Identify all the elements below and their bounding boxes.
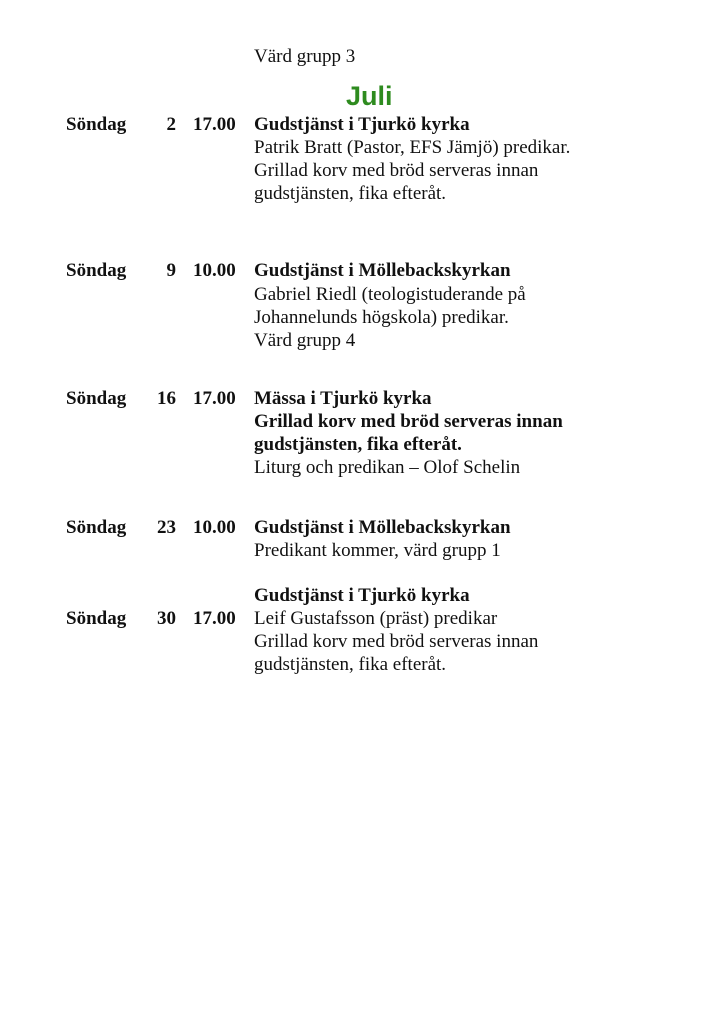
event-title: Gudstjänst i Möllebackskyrkan — [254, 260, 511, 281]
month-heading: Juli — [346, 81, 393, 111]
event-line: Liturg och predikan – Olof Schelin — [254, 457, 521, 478]
event-line: gudstjänsten, fika efteråt. — [254, 183, 447, 204]
event-bold-line: Grillad korv med bröd serveras innan — [254, 411, 563, 432]
event-line: Värd grupp 4 — [254, 330, 356, 351]
intro-line: Värd grupp 3 — [254, 46, 356, 67]
event-line: Grillad korv med bröd serveras innan — [254, 160, 539, 181]
event-date: 2 — [166, 114, 176, 135]
event-date: 9 — [166, 260, 176, 281]
event-line: Predikant kommer, värd grupp 1 — [254, 540, 501, 561]
event-title: Gudstjänst i Möllebackskyrkan — [254, 517, 511, 538]
event-title: Mässa i Tjurkö kyrka — [254, 388, 432, 409]
event-day: Söndag — [66, 114, 127, 135]
event-time: 17.00 — [193, 388, 236, 409]
event-time: 10.00 — [193, 260, 236, 281]
event-time: 17.00 — [193, 114, 236, 135]
event-date: 16 — [157, 388, 176, 409]
event-date: 23 — [157, 517, 176, 538]
event-line: gudstjänsten, fika efteråt. — [254, 654, 447, 675]
event-line: Patrik Bratt (Pastor, EFS Jämjö) predikar. — [254, 137, 571, 158]
event-line: Gabriel Riedl (teologistuderande på — [254, 284, 526, 305]
event-line: Johannelunds högskola) predikar. — [254, 307, 509, 328]
event-line: Grillad korv med bröd serveras innan — [254, 631, 539, 652]
event-time: 17.00 — [193, 608, 236, 629]
event-day: Söndag — [66, 388, 127, 409]
event-bold-line: gudstjänsten, fika efteråt. — [254, 434, 462, 455]
event-time: 10.00 — [193, 517, 236, 538]
event-title: Gudstjänst i Tjurkö kyrka — [254, 114, 470, 135]
event-date: 30 — [157, 608, 176, 629]
event-day: Söndag — [66, 608, 127, 629]
event-day: Söndag — [66, 517, 127, 538]
event-day: Söndag — [66, 260, 127, 281]
event-title: Gudstjänst i Tjurkö kyrka — [254, 585, 470, 606]
event-line: Leif Gustafsson (präst) predikar — [254, 608, 498, 629]
